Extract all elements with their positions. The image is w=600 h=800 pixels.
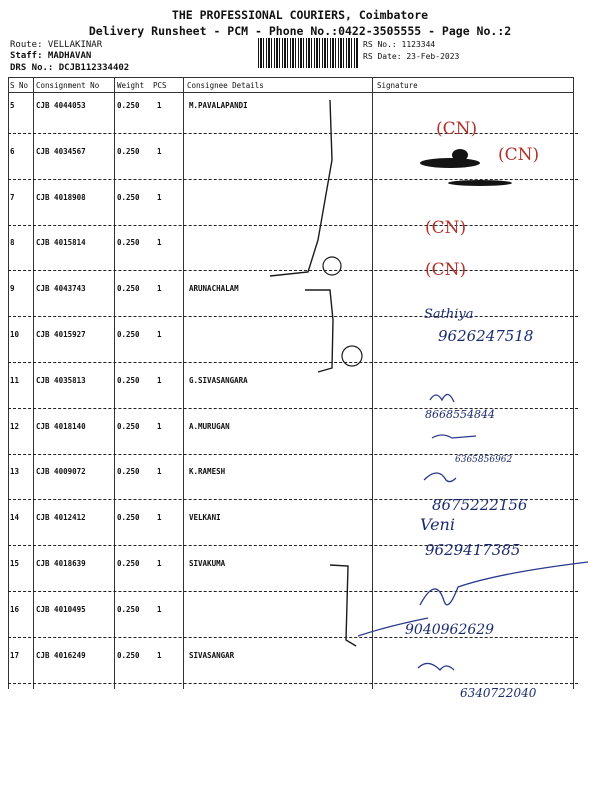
bracket-lines bbox=[270, 100, 356, 646]
table-header-rule bbox=[8, 92, 573, 93]
handwritten-phone: 9626247518 bbox=[438, 327, 534, 345]
staff-label: Staff: MADHAVAN bbox=[10, 51, 92, 61]
row-pcs: 1 bbox=[157, 376, 162, 385]
row-sno: 16 bbox=[10, 605, 20, 614]
row-weight: 0.250 bbox=[117, 147, 140, 156]
row-pcs: 1 bbox=[157, 147, 162, 156]
row-consignment-no: CJB 4035813 bbox=[36, 376, 86, 385]
col-divider bbox=[573, 77, 574, 689]
row-sno: 6 bbox=[10, 147, 15, 156]
row-consignment-no: CJB 4018140 bbox=[36, 422, 86, 431]
row-consignee: SIVAKUMA bbox=[189, 559, 226, 568]
row-separator bbox=[8, 225, 578, 226]
handwritten-phone: 6365856962 bbox=[455, 455, 513, 465]
handwritten-phone: 8675222156 bbox=[432, 496, 528, 514]
row-sno: 10 bbox=[10, 330, 20, 339]
row-consignment-no: CJB 4009072 bbox=[36, 467, 86, 476]
row-sno: 9 bbox=[10, 284, 15, 293]
row-pcs: 1 bbox=[157, 193, 162, 202]
route-label: Route: VELLAKINAR bbox=[10, 40, 103, 50]
row-weight: 0.250 bbox=[117, 330, 140, 339]
row-sno: 5 bbox=[10, 101, 15, 110]
cn-mark: (CN) bbox=[436, 119, 478, 139]
row-pcs: 1 bbox=[157, 101, 162, 110]
col-header-consignee: Consignee Details bbox=[187, 81, 264, 90]
col-divider bbox=[33, 77, 34, 689]
col-header-signature: Signature bbox=[377, 81, 418, 90]
row-sno: 13 bbox=[10, 467, 20, 476]
row-weight: 0.250 bbox=[117, 559, 140, 568]
row-sno: 14 bbox=[10, 513, 20, 522]
row-weight: 0.250 bbox=[117, 605, 140, 614]
handwritten-phone: 8668554844 bbox=[425, 408, 495, 421]
row-sno: 8 bbox=[10, 238, 15, 247]
row-pcs: 1 bbox=[157, 422, 162, 431]
handwritten-signature: Veni bbox=[420, 515, 455, 534]
runsheet-subtitle: Delivery Runsheet - PCM - Phone No.:0422-3505555 - Page No.:2 bbox=[88, 24, 512, 38]
row-consignee: ARUNACHALAM bbox=[189, 284, 239, 293]
row-weight: 0.250 bbox=[117, 193, 140, 202]
row-consignment-no: CJB 4043743 bbox=[36, 284, 86, 293]
col-divider bbox=[8, 77, 9, 689]
row-consignment-no: CJB 4010495 bbox=[36, 605, 86, 614]
row-consignment-no: CJB 4015927 bbox=[36, 330, 86, 339]
row-consignment-no: CJB 4044053 bbox=[36, 101, 86, 110]
row-consignment-no: CJB 4015814 bbox=[36, 238, 86, 247]
row-pcs: 1 bbox=[157, 559, 162, 568]
row-sno: 17 bbox=[10, 651, 20, 660]
row-separator bbox=[8, 179, 578, 180]
row-consignment-no: CJB 4034567 bbox=[36, 147, 86, 156]
handwritten-signature: Sathiya bbox=[424, 307, 474, 322]
cn-mark: (CN) bbox=[425, 218, 467, 238]
row-consignee: G.SIVASANGARA bbox=[189, 376, 248, 385]
row-weight: 0.250 bbox=[117, 101, 140, 110]
handwritten-phone: 9629417385 bbox=[425, 541, 521, 559]
row-consignment-no: CJB 4018639 bbox=[36, 559, 86, 568]
row-consignee: SIVASANGAR bbox=[189, 651, 235, 660]
row-separator bbox=[8, 316, 578, 317]
row-pcs: 1 bbox=[157, 284, 162, 293]
row-consignment-no: CJB 4018908 bbox=[36, 193, 86, 202]
row-weight: 0.250 bbox=[117, 284, 140, 293]
col-divider bbox=[183, 77, 184, 689]
row-consignee: K.RAMESH bbox=[189, 467, 226, 476]
row-consignee: A.MURUGAN bbox=[189, 422, 230, 431]
row-weight: 0.250 bbox=[117, 238, 140, 247]
row-weight: 0.250 bbox=[117, 513, 140, 522]
cn-mark: (CN) bbox=[425, 260, 467, 280]
row-pcs: 1 bbox=[157, 238, 162, 247]
row-weight: 0.250 bbox=[117, 467, 140, 476]
col-divider bbox=[372, 77, 373, 689]
circled-marks bbox=[323, 257, 362, 366]
drs-number: DRS No.: DCJB112334402 bbox=[10, 63, 130, 73]
row-consignee: VELKANI bbox=[189, 513, 221, 522]
row-separator bbox=[8, 362, 578, 363]
col-header-pcs: PCS bbox=[153, 81, 167, 90]
col-divider bbox=[114, 77, 115, 689]
row-pcs: 1 bbox=[157, 513, 162, 522]
row-sno: 12 bbox=[10, 422, 20, 431]
table-top-rule bbox=[8, 77, 573, 78]
row-consignee: M.PAVALAPANDI bbox=[189, 101, 248, 110]
col-header-sno: S No bbox=[10, 81, 29, 90]
barcode bbox=[258, 38, 358, 68]
row-consignment-no: CJB 4016249 bbox=[36, 651, 86, 660]
row-separator bbox=[8, 133, 578, 134]
company-title: THE PROFESSIONAL COURIERS, Coimbatore bbox=[171, 8, 429, 22]
row-weight: 0.250 bbox=[117, 651, 140, 660]
row-consignment-no: CJB 4012412 bbox=[36, 513, 86, 522]
row-pcs: 1 bbox=[157, 330, 162, 339]
row-separator bbox=[8, 683, 578, 684]
row-weight: 0.250 bbox=[117, 422, 140, 431]
row-pcs: 1 bbox=[157, 605, 162, 614]
cn-mark: (CN) bbox=[498, 145, 540, 165]
row-sno: 7 bbox=[10, 193, 15, 202]
rs-date: RS Date: 23-Feb-2023 bbox=[363, 52, 460, 61]
row-weight: 0.250 bbox=[117, 376, 140, 385]
col-header-consignment: Consignment No bbox=[36, 81, 100, 90]
rs-number: RS No.: 1123344 bbox=[363, 40, 436, 49]
row-separator bbox=[8, 270, 578, 271]
handwritten-phone: 9040962629 bbox=[405, 622, 495, 638]
row-sno: 15 bbox=[10, 559, 20, 568]
col-header-weight: Weight bbox=[117, 81, 145, 90]
row-pcs: 1 bbox=[157, 651, 162, 660]
handwritten-phone: 6340722040 bbox=[460, 686, 537, 700]
row-separator bbox=[8, 591, 578, 592]
row-pcs: 1 bbox=[157, 467, 162, 476]
row-sno: 11 bbox=[10, 376, 20, 385]
